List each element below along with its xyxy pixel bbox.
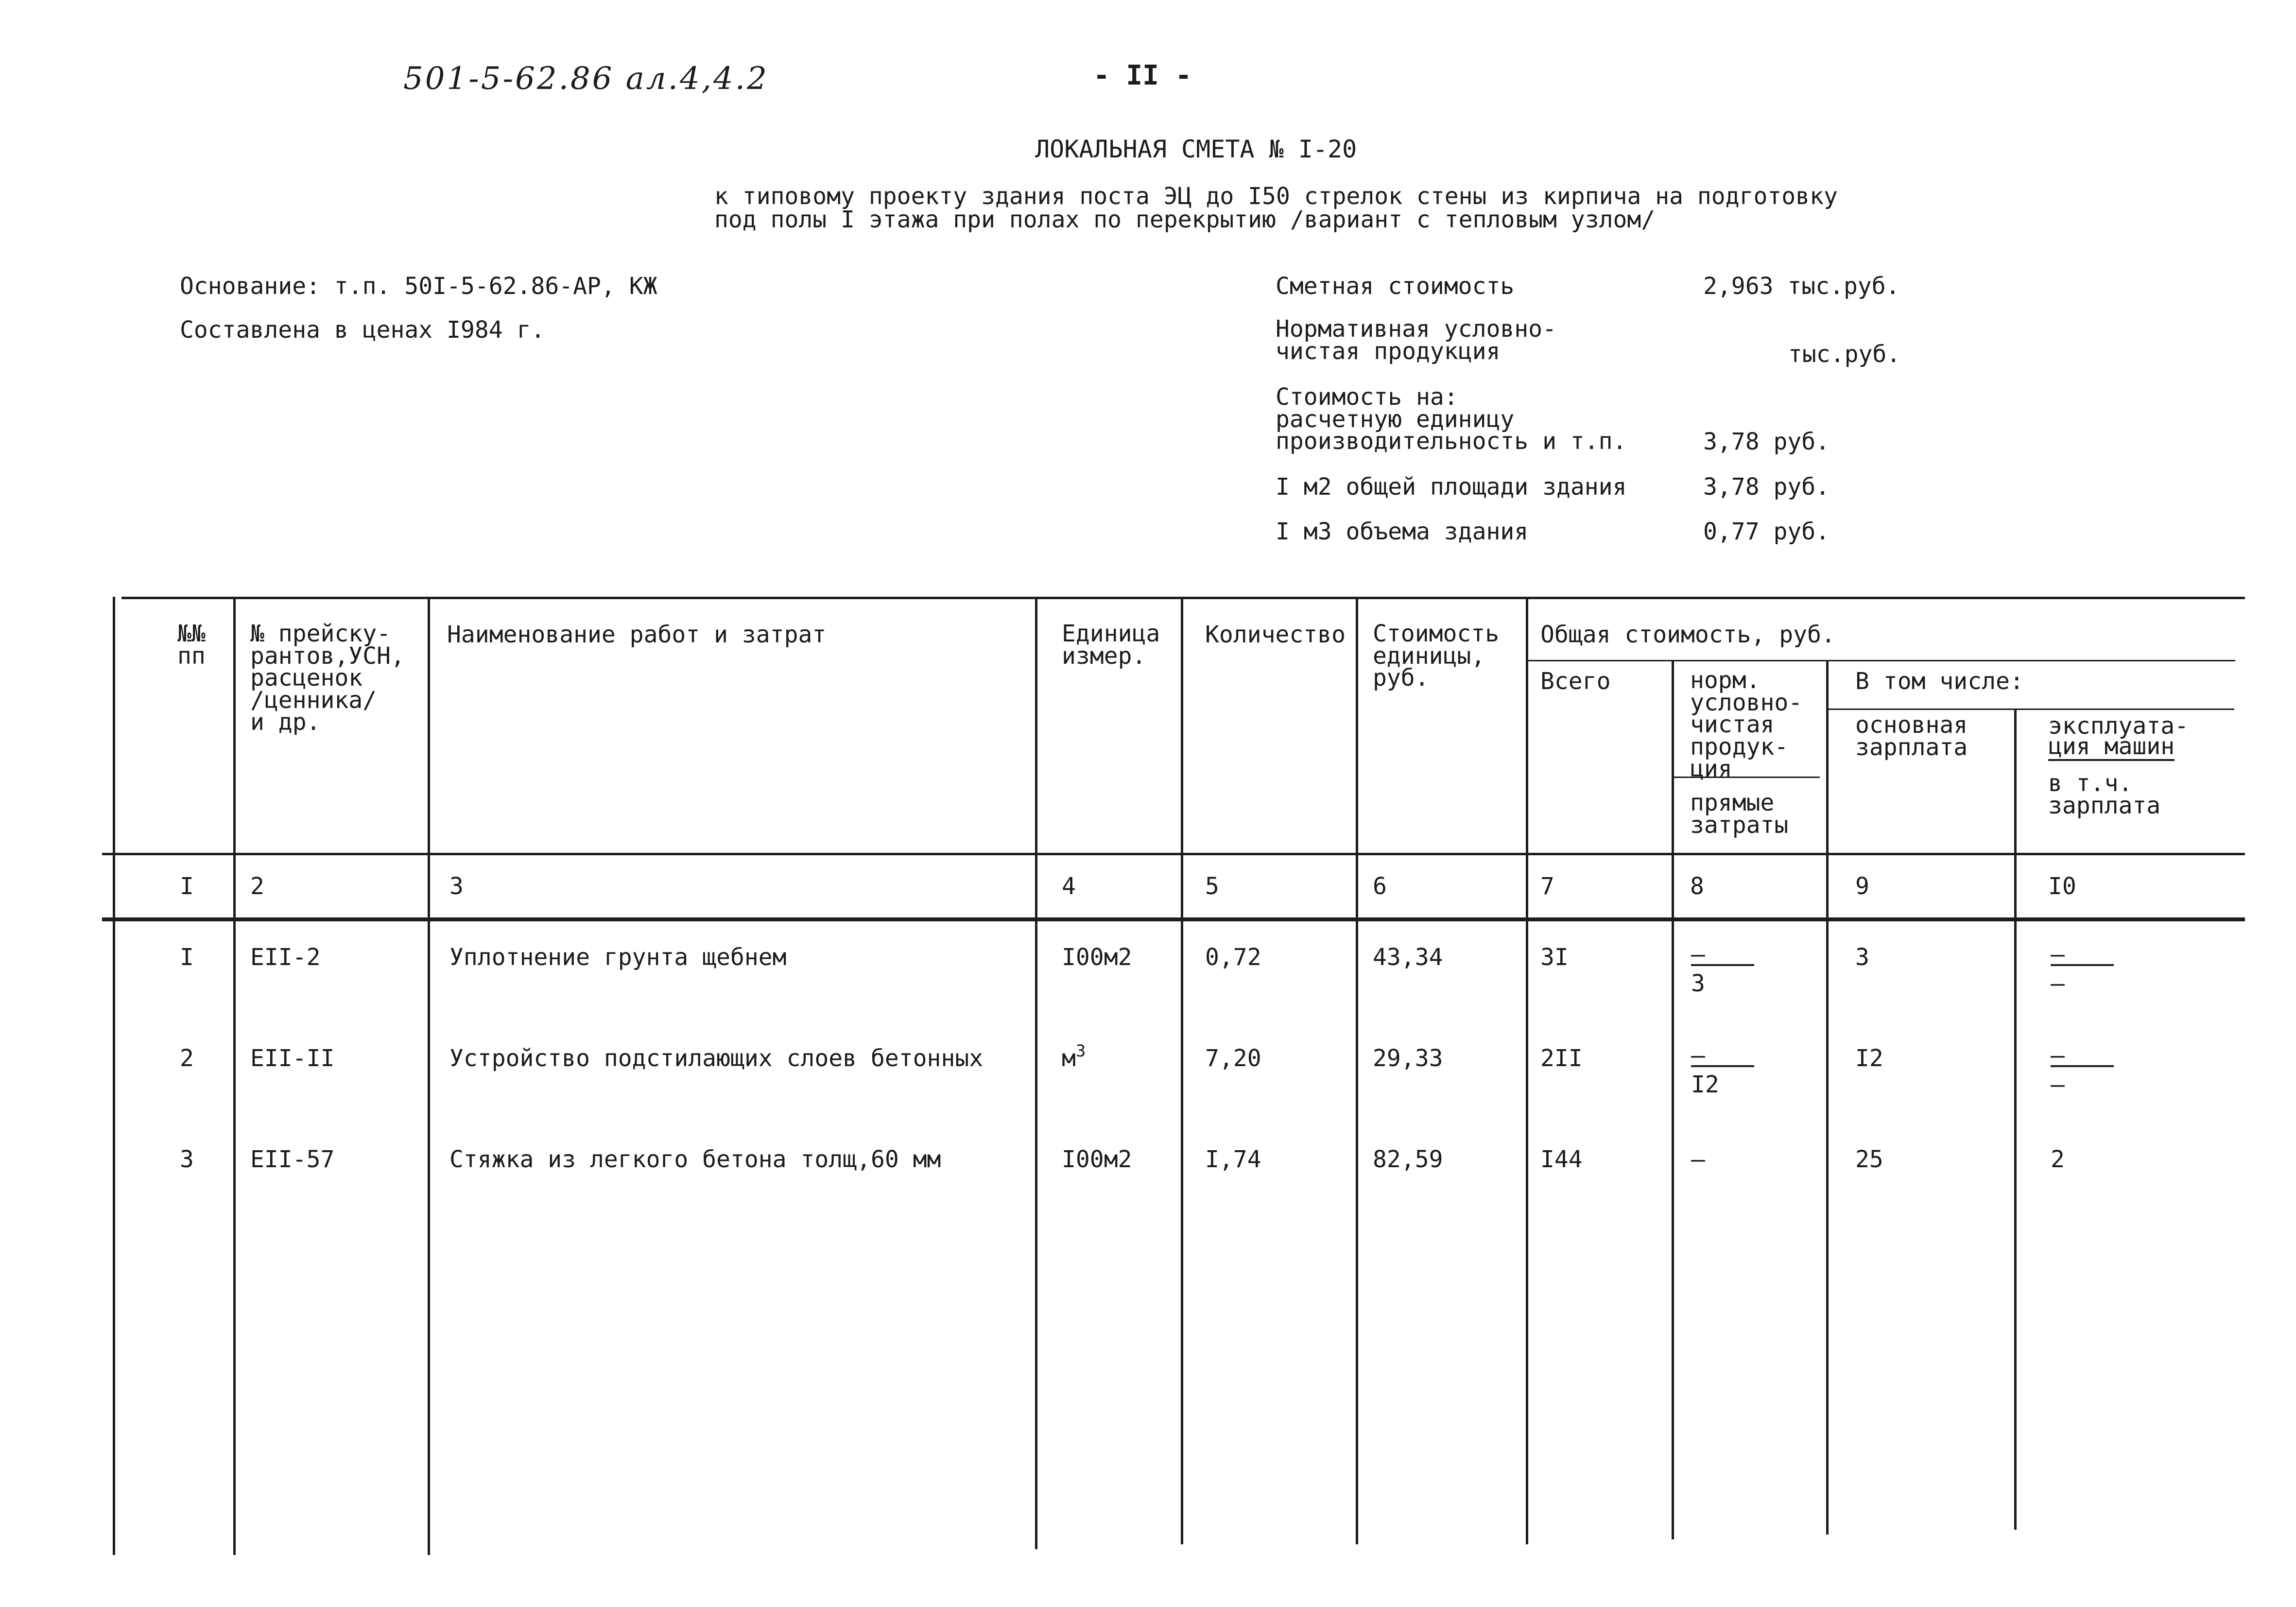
row2-c10-bottom: – [2051,1071,2065,1098]
prices-line: Составлена в ценах I984 г. [180,316,545,344]
row1-c8-bottom: 3 [1691,970,1705,997]
subtitle-line-2: под полы I этажа при полах по перекрытию /вариант с тепловым узлом/ [714,206,1656,233]
header-c5: Количество [1205,621,1346,648]
group-header-divider [1526,660,2235,661]
row1-c10-top: – [2051,945,2114,966]
colnum-3: 3 [449,873,464,900]
header-c9: основная зарплата [1855,711,1968,761]
row2-c10 [2051,1042,2114,1098]
col-border-2 [233,597,236,1555]
row1-price: 43,34 [1373,944,1443,971]
row1-qty: 0,72 [1205,944,1261,971]
subgroup-header-divider [1826,708,2234,710]
header-c10-top-2: ция машин [2048,733,2175,760]
row3-c8: – [1691,1146,1705,1173]
colnum-4: 4 [1062,873,1076,900]
row2-c8-bottom: I2 [1691,1071,1719,1098]
colnum-5: 5 [1205,873,1219,900]
row2-c8 [1691,1042,1754,1098]
col-border-9 [1826,660,1829,1535]
row1-c10 [2051,941,2114,997]
header-c10-bottom: в т.ч. зарплата [2048,770,2161,819]
m3-label: I м3 объема здания [1276,518,1529,545]
row3-code: ЕII-57 [250,1146,335,1173]
col-border-10 [2014,708,2017,1530]
header-bottom-border [102,853,2245,855]
row1-unit: I00м2 [1062,944,1132,971]
row1-total: 3I [1540,944,1569,971]
subtitle-line-1: к типовому проекту здания поста ЭЦ до I50 стрелок стены из кирпича на подготовку [714,183,1838,210]
row3-c10: 2 [2051,1146,2065,1173]
row1-c10-bottom: – [2051,970,2065,997]
estimate-title: ЛОКАЛЬНАЯ СМЕТА № I-20 [1035,135,1357,163]
header-c6: Стоимость единицы, руб. [1373,620,1500,692]
row3-n: 3 [180,1146,194,1173]
row1-n: I [180,944,194,971]
m2-value: 3,78 руб. [1703,473,1830,501]
m2-label: I м2 общей площади здания [1276,473,1627,501]
row1-c8 [1691,941,1754,997]
col-border-3 [428,597,430,1555]
header-c2: № прейску- рантов,УСН, расценок /ценника/ и др. [250,620,405,736]
row3-qty: I,74 [1205,1146,1261,1173]
col-border-8 [1672,660,1674,1539]
header-c3: Наименование работ и затрат [447,621,827,648]
row1-c8-top: – [1691,945,1754,966]
row2-c8-top: – [1691,1046,1754,1067]
header-c7: Всего [1540,668,1611,695]
col-border-1 [113,597,115,1555]
header-c10-top-1: эксплуата- [2048,712,2189,740]
basis-line: Основание: т.п. 50I-5-62.86-АР, КЖ [180,273,657,300]
row2-n: 2 [180,1045,194,1072]
row2-qty: 7,20 [1205,1045,1261,1072]
row3-unit: I00м2 [1062,1146,1132,1173]
row2-c9: I2 [1855,1045,1883,1072]
colnum-6: 6 [1373,873,1387,900]
header-group: Общая стоимость, руб. [1540,621,1835,648]
row2-c10-top: – [2051,1046,2114,1067]
row2-price: 29,33 [1373,1045,1443,1072]
estimated-cost-label: Сметная стоимость [1276,273,1515,300]
header-c4: Единица измер. [1062,620,1160,670]
row1-c9: 3 [1855,944,1869,971]
cost-per-value: 3,78 руб. [1703,428,1830,455]
colnum-1: I [180,873,194,900]
numbers-row-border [102,917,2245,921]
row1-name: Уплотнение грунта щебнем [449,944,787,971]
col-border-5 [1181,597,1183,1544]
header-c1: №№ пп [177,620,206,670]
header-c8-top: норм. условно- чистая продук- ция [1690,667,1803,783]
row2-total: 2II [1540,1045,1583,1072]
header-c8-bottom: прямые затраты [1690,789,1789,839]
estimated-cost-value: 2,963 тыс.руб. [1703,273,1900,300]
row2-name: Устройство подстилающих слоев бетонных [449,1045,984,1072]
colnum-9: 9 [1855,873,1869,900]
col-border-7 [1526,597,1528,1544]
normative-label: Нормативная условно- чистая продукция [1276,315,1556,365]
colnum-10: I0 [2048,873,2076,900]
page-number: - II - [1093,60,1192,91]
row3-price: 82,59 [1373,1146,1443,1173]
table-top-border [121,597,2245,599]
col-border-4 [1035,597,1037,1549]
row3-c9: 25 [1855,1146,1883,1173]
row1-code: ЕII-2 [250,944,321,971]
row3-name: Стяжка из легкого бетона толщ,60 мм [449,1146,941,1173]
colnum-8: 8 [1690,873,1704,900]
col-border-6 [1356,597,1358,1544]
row2-code: ЕII-II [250,1045,335,1072]
row3-total: I44 [1540,1146,1583,1173]
m3-value: 0,77 руб. [1703,518,1830,545]
header-sub-group: В том числе: [1855,668,2024,695]
document-reference: 501-5-62.86 ал.4,4.2 [403,61,769,97]
cost-per-label: Стоимость на: расчетную единицу производительность и т.п. [1276,383,1627,455]
colnum-2: 2 [250,873,264,900]
row2-unit: $м^3$ [1062,1041,1086,1072]
colnum-7: 7 [1540,873,1554,900]
normative-value: тыс.руб. [1788,341,1901,368]
